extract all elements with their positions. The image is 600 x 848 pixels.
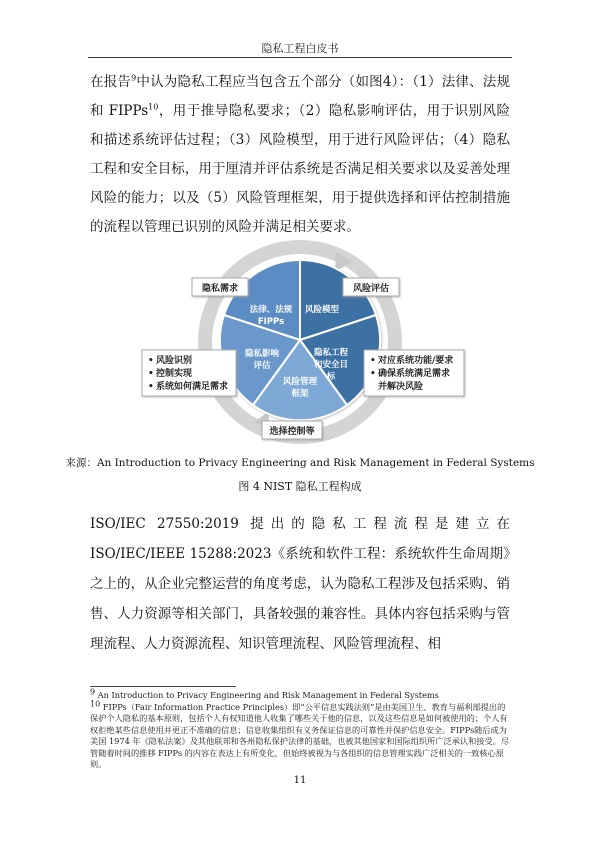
para2-text: ISO/IEC 27550:2019 提出的隐私工程流程是建立在 ISO/IEC/IEEE 15288:2023《系统和软件工程：系统软件生命周期》之上的，从企业完整运营的角度考虑，认为隐私工程涉及包括采购、销售、人力资源等相关部门，具备较强的兼容性。具体内容包括采购与管理流程、人力资源流程、知识管理流程、风险管理流程、相 [90,516,510,652]
fn9-text: An Introduction to Privacy Engineering and Risk Management in Federal Systems [95,690,439,700]
right-item-3: 并解决风险 [378,382,424,392]
seg-risk-model: 风险模型 [304,305,340,315]
seg-pia-line2: 评估 [253,361,271,371]
fn10-number: 10 [90,698,101,708]
left-bullet-3: • [148,382,154,392]
para1-part-b: 中认为隐私工程应当包含五个部分（如图4）：（1）法律、法规和 FIPPs [90,74,511,119]
left-item-3: 系统如何满足需求 [156,382,229,392]
page-number: 11 [293,775,307,786]
footnote-ref-10[interactable]: 10 [148,102,159,112]
right-bullet-2: • [370,369,376,379]
seg-eng-line1: 隐私工程 [313,348,349,358]
seg-rmf-line1: 风险管理 [282,377,318,387]
seg-pia-line1: 隐私影响 [244,349,280,359]
left-item-2: 控制实现 [156,369,193,379]
footnote-9 [90,687,510,702]
para1-part-a: 在报告 [90,74,132,90]
figure-caption: 图 4 NIST 隐私工程构成 [238,480,362,493]
seg-legal-line1: 法律、法规 [249,305,293,315]
left-bullet-2: • [148,369,154,379]
seg-rmf-line2: 框架 [291,389,309,399]
seg-eng-line3: 标 [326,372,336,382]
footnote-10 [90,698,510,771]
paragraph-2 [90,509,510,659]
seg-eng-line2: 和安全目 [313,360,349,370]
seg-legal-line2: FIPPs [257,317,285,327]
fn9-number: 9 [90,687,96,697]
right-bullet-1: • [370,356,376,366]
left-bullet-1: • [148,356,154,366]
fn10-text: FIPPs（Fair Information Practice Principles）即“公平信息实践法则”是由美国卫生、教育与福利部提出的保护个人隐私的基本原则，包括个人有权知道他人收集了哪些关于他的信息，以及这些信息是如何被使用的；个人有权拒绝某些信息使用并更正不准确的信息；信息收集组织有义务保证信息的可靠性并保护信息安全。FIPPs随后成为美国 1974 年《隐私法案》及其他联邦和各州隐私保护法律的基础，也被其他国家和国际组织所广泛承认和接受。尽管随着时间的推移 FIPPs 的内容在表达上有所变化，但始终被视为与各组织的信息管理实践广泛相关的一致核心原则。 [90,701,510,769]
para1-part-c: ，用于推导隐私要求；（2）隐私影响评估，用于识别风险和描述系统评估过程；（3）风险模型，用于进行风险评估；（4）隐私工程和安全目标，用于厘清并评估系统是否满足相关要求以及妥善处理风险的能力；以及（5）风险管理框架，用于提供选择和评估控制措施的流程以管理已识别的风险并满足相关要求。 [90,103,510,235]
right-item-2: 确保系统满足需求 [378,369,451,379]
figure-source: 来源：An Introduction to Privacy Engineering and Risk Management in Federal Systems [65,457,535,469]
footnote-ref-9[interactable]: 9 [131,73,137,83]
left-item-1: 风险识别 [156,356,193,366]
footnotes [90,687,510,771]
box-select-controls-label: 选择控制等 [269,427,315,437]
box-privacy-req-label: 隐私需求 [201,284,239,294]
footnote-rule [90,686,236,687]
right-item-1: 对应系统功能/要求 [378,356,454,366]
box-risk-assess-label: 风险评估 [352,284,390,294]
running-header: 隐私工程白皮书 [261,42,339,55]
